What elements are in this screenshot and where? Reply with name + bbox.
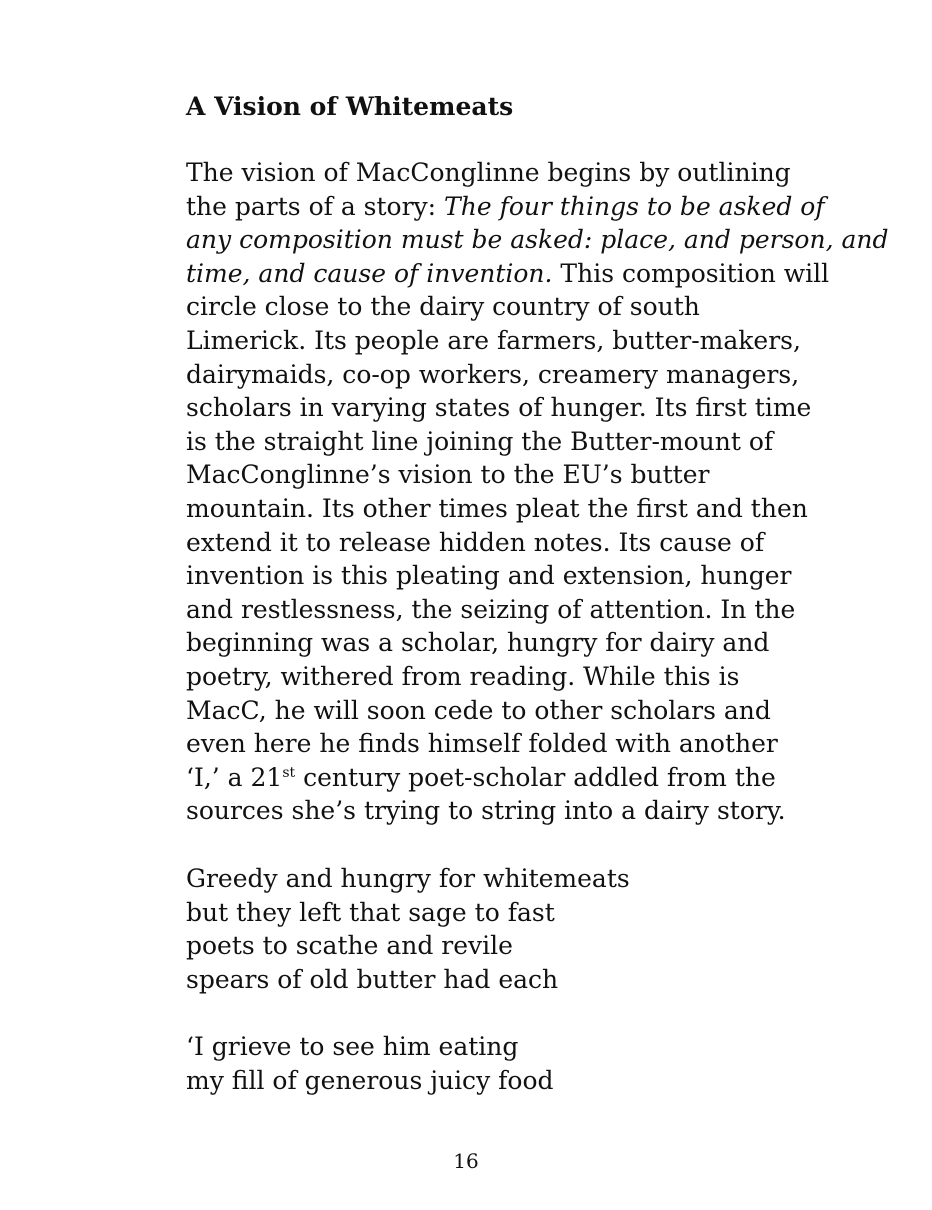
- verse-line: my fill of generous juicy food: [186, 1065, 554, 1095]
- paragraph-line: invention is this pleating and extension, hunger: [186, 561, 792, 591]
- paragraph-line: extend it to release hidden notes. Its cause of: [186, 527, 765, 557]
- verse-line: poets to scathe and revile: [186, 931, 513, 961]
- paragraph-line: [186, 761, 776, 795]
- paragraph-line-text: ‘I,’ a 21: [186, 762, 283, 792]
- quoted-italic-text: any composition must be asked: place, and person, and: [186, 225, 889, 255]
- paragraph-line-text: the parts of a story:: [186, 191, 445, 221]
- verse-stanza: [186, 1030, 766, 1097]
- paragraph-line: scholars in varying states of hunger. Its first time: [186, 393, 812, 423]
- section-title: A Vision of Whitemeats: [186, 92, 514, 121]
- paragraph-line: and restlessness, the seizing of attention. In the: [186, 594, 796, 624]
- paragraph-line: beginning was a scholar, hungry for dairy and: [186, 628, 770, 658]
- paragraph-line: Limerick. Its people are farmers, butter-makers,: [186, 325, 801, 355]
- paragraph-line: MacC, he will soon cede to other scholars and: [186, 695, 771, 725]
- paragraph-line: dairymaids, co-op workers, creamery managers,: [186, 359, 800, 389]
- prose-paragraph: [186, 156, 889, 828]
- paragraph-line: [186, 257, 830, 291]
- ordinal-superscript: st: [282, 764, 296, 781]
- paragraph-line: [186, 223, 889, 257]
- paragraph-line: [186, 190, 825, 224]
- paragraph-line: MacConglinne’s vision to the EU’s butter: [186, 460, 710, 490]
- paragraph-line: circle close to the dairy country of south: [186, 292, 700, 322]
- paragraph-line: sources she’s trying to string into a dairy story.: [186, 796, 786, 826]
- paragraph-line: mountain. Its other times pleat the first and then: [186, 493, 808, 523]
- quoted-italic-text: The four things to be asked of: [444, 191, 825, 221]
- verse-line: spears of old butter had each: [186, 964, 559, 994]
- paragraph-line: is the straight line joining the Butter-mount of: [186, 426, 774, 456]
- verse-line: ‘I grieve to see him eating: [186, 1032, 519, 1061]
- paragraph-line: The vision of MacConglinne begins by outlining: [186, 158, 791, 187]
- paragraph-line-text: This composition will: [552, 258, 830, 288]
- paragraph-line-text: century poet-scholar addled from the: [295, 762, 776, 792]
- page-number: 16: [453, 1149, 479, 1173]
- verse-stanza: [186, 862, 766, 996]
- verse-line: Greedy and hungry for whitemeats: [186, 864, 630, 893]
- paragraph-line: poetry, withered from reading. While this is: [186, 661, 740, 691]
- quoted-italic-text: time, and cause of invention.: [186, 258, 553, 288]
- paragraph-line: even here he finds himself folded with another: [186, 729, 778, 759]
- verse-line: but they left that sage to fast: [186, 897, 555, 927]
